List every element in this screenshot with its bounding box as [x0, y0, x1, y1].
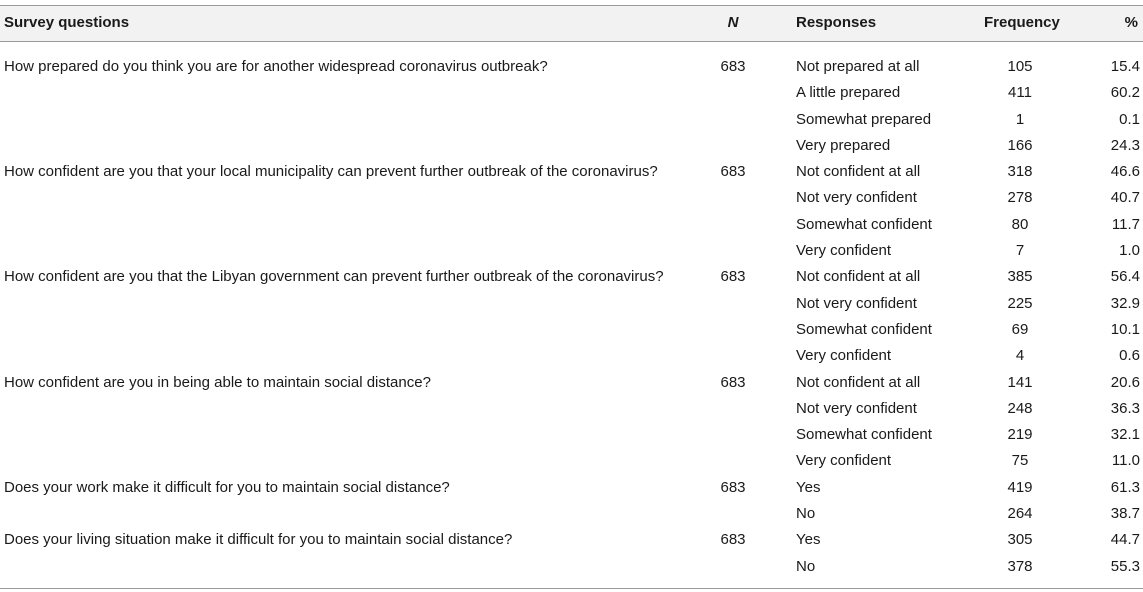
response-frequency: 4: [1015, 347, 1025, 365]
header-n: N: [727, 14, 739, 31]
sample-size: 683: [720, 373, 746, 391]
table-body: [0, 42, 1143, 575]
response-percent: 1.0: [1119, 242, 1140, 260]
table-bottom-rule: [0, 588, 1143, 589]
response-frequency: 219: [1007, 426, 1033, 444]
table-row: [0, 358, 1143, 391]
response-label: A little prepared: [796, 84, 901, 102]
response-label: Very confident: [796, 452, 892, 470]
question-group: [0, 42, 1143, 154]
response-frequency: 7: [1015, 242, 1025, 260]
response-frequency: 411: [1008, 84, 1032, 102]
response-percent: 11.0: [1111, 452, 1140, 470]
response-percent: 20.6: [1110, 373, 1140, 391]
response-frequency: 278: [1007, 189, 1033, 207]
sample-size: 683: [720, 478, 746, 496]
response-frequency: 141: [1007, 373, 1033, 391]
response-percent: 32.9: [1110, 294, 1140, 312]
header-survey-questions: Survey questions: [4, 14, 130, 31]
table-row: [0, 147, 1143, 181]
response-percent: 15.4: [1110, 58, 1140, 75]
response-percent: 55.3: [1110, 557, 1140, 575]
response-frequency: 1: [1015, 110, 1025, 128]
response-label: Very confident: [796, 347, 892, 365]
survey-question: How confident are you in being able to maintain social distance?: [4, 373, 431, 391]
sample-size: 683: [720, 58, 746, 75]
response-label: Somewhat confident: [796, 320, 932, 338]
response-percent: 32.1: [1110, 426, 1140, 444]
response-percent: 60.2: [1110, 84, 1140, 102]
response-label: Not very confident: [796, 294, 917, 312]
response-label: Somewhat prepared: [796, 110, 932, 128]
response-frequency: 264: [1007, 505, 1033, 523]
response-label: No: [796, 505, 816, 523]
table-row: [0, 489, 1143, 523]
response-percent: 46.6: [1110, 163, 1140, 181]
header-frequency: Frequency: [984, 14, 1060, 31]
response-label: Not very confident: [796, 189, 917, 207]
response-frequency: 419: [1007, 478, 1033, 496]
response-frequency: 69: [1011, 320, 1029, 338]
table-row: [0, 68, 1143, 102]
response-frequency: 80: [1011, 215, 1029, 233]
response-percent: 38.7: [1110, 505, 1140, 523]
response-label: Not prepared at all: [796, 58, 920, 75]
response-label: No: [796, 557, 816, 575]
table-row: [0, 331, 1143, 365]
response-label: Yes: [796, 531, 821, 549]
response-frequency: 166: [1007, 136, 1033, 154]
response-percent: 24.3: [1110, 136, 1140, 154]
response-percent: 0.6: [1119, 347, 1140, 365]
response-percent: 10.1: [1110, 320, 1140, 338]
response-label: Very prepared: [796, 136, 891, 154]
response-label: Not confident at all: [796, 268, 921, 286]
question-group: [0, 252, 1143, 365]
table-row: [0, 200, 1143, 233]
response-label: Not confident at all: [796, 163, 921, 181]
header-percent: %: [1124, 14, 1138, 31]
response-frequency: 248: [1007, 399, 1033, 417]
question-group: [0, 358, 1143, 470]
response-frequency: 305: [1007, 531, 1033, 549]
response-frequency: 225: [1007, 294, 1033, 312]
response-label: Somewhat confident: [796, 215, 932, 233]
response-percent: 0.1: [1119, 110, 1140, 128]
table-row: [0, 410, 1143, 444]
survey-question: How prepared do you think you are for another widespread coronavirus outbreak?: [4, 58, 548, 75]
table-row: [0, 305, 1143, 338]
response-label: Somewhat confident: [796, 426, 932, 444]
table-row: [0, 173, 1143, 207]
sample-size: 683: [720, 268, 746, 286]
table-row: [0, 42, 1143, 75]
table-row: [0, 279, 1143, 312]
survey-question: How confident are you that your local municipality can prevent further outbreak of the coronavirus?: [4, 163, 658, 181]
table-row: [0, 252, 1143, 286]
sample-size: 683: [720, 531, 746, 549]
response-percent: 36.3: [1110, 399, 1140, 417]
response-label: Yes: [796, 478, 821, 496]
sample-size: 683: [720, 163, 746, 181]
response-frequency: 105: [1007, 58, 1033, 75]
response-label: Not confident at all: [796, 373, 921, 391]
table-row: [0, 463, 1143, 496]
survey-question: How confident are you that the Libyan government can prevent further outbreak of the coronavirus?: [4, 268, 664, 286]
response-label: Not very confident: [796, 399, 917, 417]
survey-question: Does your living situation make it difficult for you to maintain social distance?: [4, 531, 513, 549]
table-row: [0, 436, 1143, 470]
response-percent: 61.3: [1110, 478, 1140, 496]
question-group: [0, 515, 1143, 575]
header-responses: Responses: [796, 14, 877, 31]
response-percent: 11.7: [1111, 215, 1140, 233]
response-percent: 56.4: [1110, 268, 1140, 286]
table-header: [0, 6, 1143, 41]
question-group: [0, 463, 1143, 523]
table-row: [0, 226, 1143, 260]
response-frequency: 378: [1007, 557, 1033, 575]
response-frequency: 385: [1007, 268, 1033, 286]
question-group: [0, 147, 1143, 260]
table-row: [0, 121, 1143, 154]
table-row: [0, 384, 1143, 417]
table-row: [0, 542, 1143, 575]
survey-question: Does your work make it difficult for you to maintain social distance?: [4, 478, 450, 496]
response-label: Very confident: [796, 242, 892, 260]
response-frequency: 318: [1007, 163, 1033, 181]
response-frequency: 75: [1011, 452, 1029, 470]
response-percent: 40.7: [1110, 189, 1140, 207]
table-row: [0, 515, 1143, 549]
table-row: [0, 95, 1143, 128]
response-percent: 44.7: [1110, 531, 1140, 549]
